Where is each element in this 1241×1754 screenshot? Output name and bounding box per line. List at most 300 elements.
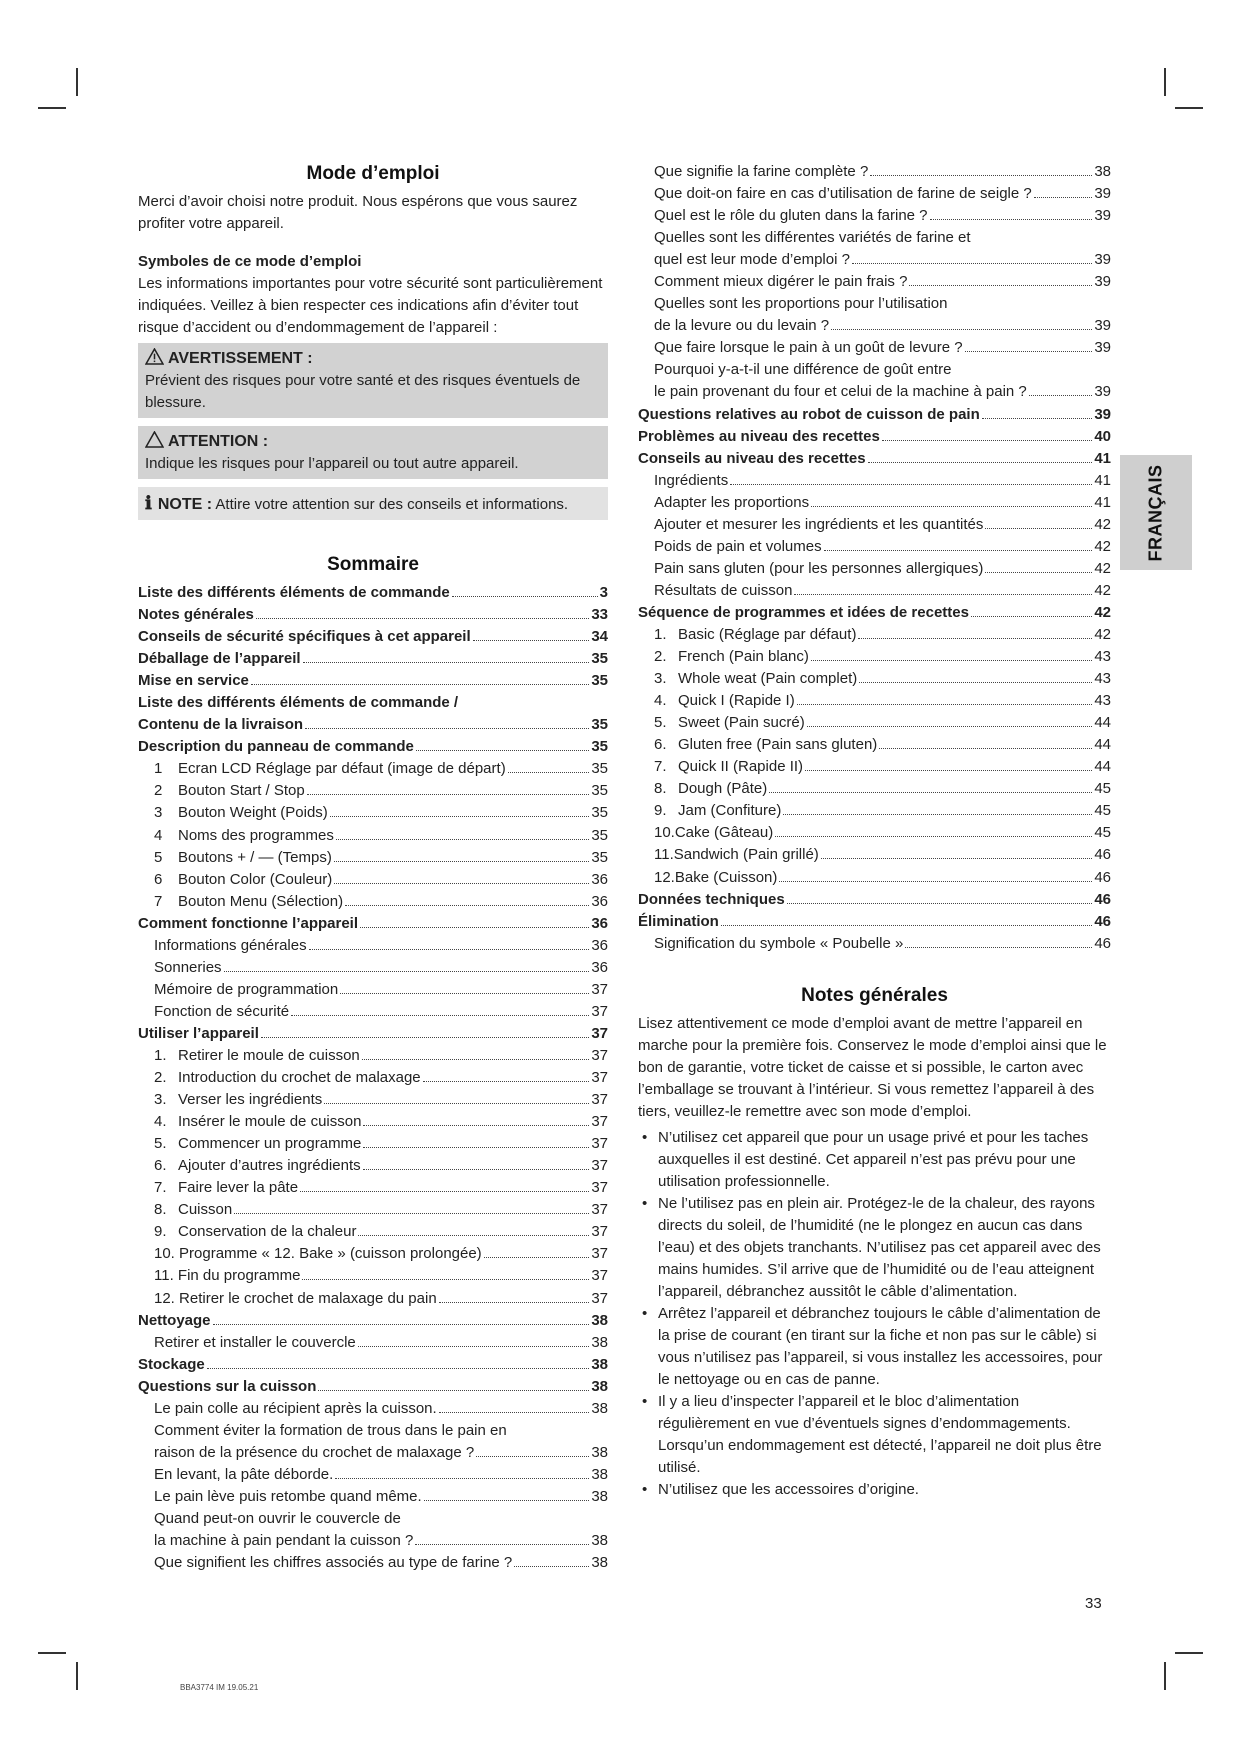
toc-entry	[138, 804, 608, 826]
toc-entry-page: 46	[1094, 868, 1111, 886]
toc-leader	[769, 792, 1092, 793]
toc-entry-page: 45	[1094, 824, 1111, 842]
toc-entry-number: 1	[154, 760, 163, 778]
toc-leader	[336, 839, 589, 840]
toc-entry	[638, 516, 1111, 538]
toc-entry-page: 37	[591, 1024, 608, 1042]
toc-leader	[797, 704, 1093, 705]
toc-leader	[358, 1346, 590, 1347]
warning-title: AVERTISSEMENT :	[168, 350, 313, 367]
toc-entry	[138, 1003, 608, 1025]
toc-entry-page: 37	[591, 1223, 608, 1241]
toc-entry-page: 36	[591, 892, 608, 910]
toc-leader	[415, 1544, 589, 1545]
toc-leader	[805, 770, 1092, 771]
toc-entry-page: 37	[591, 1245, 608, 1263]
toc-entry-number: 8.	[654, 780, 667, 798]
toc-entry-title: Ajouter d’autres ingrédients	[178, 1157, 361, 1175]
toc-leader	[452, 596, 598, 597]
notes-list	[638, 1127, 1111, 1501]
notes-title: Notes générales	[801, 984, 948, 1006]
toc-entry-title: Conservation de la chaleur	[178, 1223, 357, 1241]
toc-entry-title: Contenu de la livraison	[138, 716, 304, 734]
toc-entry	[638, 406, 1111, 428]
toc-entry	[638, 339, 1111, 361]
attention-icon	[145, 431, 164, 448]
toc-entry-page: 41	[1094, 493, 1111, 511]
toc-entry-page: 46	[1094, 934, 1111, 952]
toc-leader	[363, 1125, 589, 1126]
toc-entry-page: 42	[1094, 603, 1111, 621]
toc-entry	[138, 1334, 608, 1356]
toc-entry-title: Sweet (Pain sucré)	[678, 714, 805, 732]
toc-leader	[307, 794, 590, 795]
toc-leader	[256, 618, 589, 619]
warning-icon	[145, 348, 164, 365]
toc-entry	[138, 1135, 608, 1157]
toc-entry-number: 7.	[654, 758, 667, 776]
list-item: • N’utilisez que les accessoires d’origine.	[638, 1479, 1111, 1501]
toc-entry-page: 37	[591, 1157, 608, 1175]
imprint: BBA3774 IM 19.05.21	[180, 1683, 259, 1692]
toc-entry-title: Mise en service	[138, 672, 249, 690]
toc-entry-title: Liste des différents éléments de commande	[138, 584, 450, 601]
toc-entry	[138, 1267, 608, 1289]
toc-entry-page: 38	[591, 1487, 608, 1505]
toc-entry	[138, 1444, 608, 1466]
toc-entry-page: 38	[1094, 163, 1111, 180]
toc-entry-title: Résultats de cuisson	[654, 581, 793, 599]
toc-leader	[879, 748, 1092, 749]
toc-entry-number: 7	[154, 892, 163, 910]
toc-leader	[324, 1103, 589, 1104]
toc-entry-page: 35	[591, 650, 608, 668]
toc-entry-page: 43	[1094, 670, 1111, 688]
toc-left	[138, 584, 608, 1576]
toc-entry	[138, 1069, 608, 1091]
toc-leader	[423, 1081, 590, 1082]
toc-leader	[779, 881, 1092, 882]
toc-entry	[138, 1113, 608, 1135]
toc-entry-title: French (Pain blanc)	[678, 648, 809, 666]
toc-entry-page: 42	[1094, 537, 1111, 555]
toc-entry	[638, 207, 1111, 229]
toc-entry-title: 12. Retirer le crochet de malaxage du pain	[154, 1289, 437, 1307]
toc-entry-page: 35	[591, 782, 608, 800]
toc-entry	[138, 738, 608, 760]
toc-leader	[335, 1478, 589, 1479]
toc-entry-page: 37	[591, 1046, 608, 1064]
toc-entry-page: 37	[591, 1069, 608, 1087]
toc-entry-title: 10.Cake (Gâteau)	[654, 824, 774, 842]
toc-entry-number: 5.	[154, 1135, 167, 1153]
toc-entry-title: Utiliser l’appareil	[138, 1024, 259, 1042]
toc-entry	[138, 1157, 608, 1179]
crop-mark	[76, 68, 78, 96]
crop-mark	[38, 1652, 66, 1654]
language-tab: FRANÇAIS	[1120, 455, 1192, 570]
toc-entry-title: Conseils de sécurité spécifiques à cet appareil	[138, 628, 471, 646]
toc-entry-number: 4.	[654, 692, 667, 710]
toc-entry-page: 37	[591, 1002, 608, 1020]
toc-entry	[638, 913, 1111, 935]
toc-entry	[138, 1223, 608, 1245]
toc-entry-page: 39	[1094, 405, 1111, 423]
toc-entry	[138, 1378, 608, 1400]
toc-entry	[138, 1554, 608, 1576]
toc-entry	[638, 692, 1111, 714]
toc-entry-title: Adapter les proportions	[654, 493, 810, 511]
toc-entry	[138, 827, 608, 849]
toc-entry-title: Pain sans gluten (pour les personnes allergiques)	[654, 559, 984, 577]
toc-entry-number: 6.	[154, 1157, 167, 1175]
toc-entry-page: 35	[591, 804, 608, 822]
left-column	[138, 163, 608, 1576]
toc-entry-title: Verser les ingrédients	[178, 1091, 323, 1109]
toc-leader	[213, 1324, 590, 1325]
toc-leader	[971, 616, 1092, 617]
toc-entry-page: 35	[591, 826, 608, 844]
toc-entry-number: 7.	[154, 1179, 167, 1197]
toc-entry-page: 39	[1094, 273, 1111, 291]
toc-entry	[138, 1312, 608, 1334]
toc-entry-page: 42	[1094, 559, 1111, 577]
toc-entry-title: Gluten free (Pain sans gluten)	[678, 736, 878, 754]
toc-entry-title: Informations générales	[154, 936, 307, 954]
toc-leader	[261, 1037, 589, 1038]
toc-entry-page: 35	[591, 760, 608, 778]
crop-mark	[1164, 1662, 1166, 1690]
toc-entry-page: 39	[1094, 383, 1111, 401]
attention-text: Indique les risques pour l’appareil ou tout autre appareil.	[145, 455, 519, 472]
toc-entry-title: Noms des programmes	[178, 826, 334, 844]
toc-entry	[638, 538, 1111, 560]
toc-leader	[508, 772, 590, 773]
toc-leader	[721, 925, 1092, 926]
toc-entry-title: Bouton Start / Stop	[178, 782, 305, 800]
toc-entry	[638, 560, 1111, 582]
crop-mark	[38, 107, 66, 109]
toc-entry-number: 5	[154, 848, 163, 866]
toc-entry-title: Quelles sont les différentes variétés de farine et	[654, 229, 971, 247]
notes-intro: Lisez attentivement ce mode d’emploi avant de mettre l’appareil en marche pour la première fois. Conservez le mode d’emploi ainsi que le bon de garantie, votre ticket de caisse et si possible, le carton avec l’emballage se trouvant à l’intérieur. Si vous remettez l’appareil à des tiers, veuillez-le remettre avec son mode d’emploi.	[638, 1014, 1107, 1120]
toc-leader	[334, 883, 589, 884]
toc-leader	[794, 594, 1092, 595]
attention-title: ATTENTION :	[168, 433, 269, 450]
toc-entry-title: Fonction de sécurité	[154, 1002, 290, 1020]
toc-entry	[138, 1400, 608, 1422]
toc-entry-page: 37	[591, 980, 608, 998]
note-box	[138, 487, 608, 520]
toc-leader	[982, 418, 1093, 419]
toc-entry-page: 38	[591, 1355, 608, 1373]
toc-entry	[138, 1532, 608, 1554]
toc-entry-page: 39	[1094, 317, 1111, 335]
toc-entry-page: 38	[591, 1311, 608, 1329]
toc-leader	[363, 1147, 589, 1148]
toc-entry-page: 35	[591, 672, 608, 690]
toc-entry-title: Ecran LCD Réglage par défaut (image de départ)	[178, 760, 506, 778]
toc-leader	[291, 1015, 589, 1016]
toc-entry	[638, 163, 1111, 185]
toc-entry-title: 11. Fin du programme	[154, 1267, 301, 1285]
toc-entry-page: 35	[591, 716, 608, 734]
toc-entry	[138, 1466, 608, 1488]
right-column	[638, 163, 1111, 1501]
toc-leader	[340, 993, 589, 994]
toc-entry-page: 38	[591, 1532, 608, 1550]
toc-entry	[638, 428, 1111, 450]
toc-leader	[905, 947, 1092, 948]
toc-entry	[138, 606, 608, 628]
toc-entry	[638, 626, 1111, 648]
toc-leader	[363, 1169, 590, 1170]
toc-entry-title: Signification du symbole « Poubelle »	[654, 934, 904, 952]
toc-leader	[831, 329, 1092, 330]
toc-entry-title: En levant, la pâte déborde.	[154, 1465, 334, 1483]
toc-entry-title: Quelles sont les proportions pour l’utilisation	[654, 295, 948, 313]
toc-entry-number: 2.	[654, 648, 667, 666]
toc-entry-page: 43	[1094, 648, 1111, 666]
toc-entry-title: Quick I (Rapide I)	[678, 692, 795, 710]
toc-entry	[138, 650, 608, 672]
toc-entry-number: 6	[154, 870, 163, 888]
toc-leader	[473, 640, 590, 641]
list-item: • Ne l’utilisez pas en plein air. Protégez-le de la chaleur, des rayons directs du soleil, de l’humidité (ne le plongez en aucun cas dans l’eau) et des objets tranchants. N’utilisez pas cet appareil avec des mains humides. S’il arrive que de l’humidité ou de l’eau atteignent l’appareil, débranchez aussitôt le câble d’alimentation.	[638, 1193, 1111, 1303]
toc-entry	[638, 891, 1111, 913]
toc-entry-page: 42	[1094, 581, 1111, 599]
toc-entry	[638, 846, 1111, 868]
toc-entry-page: 42	[1094, 515, 1111, 533]
toc-entry-title: Déballage de l’appareil	[138, 650, 301, 668]
toc-entry	[138, 1201, 608, 1223]
toc-entry-page: 37	[591, 1135, 608, 1153]
toc-entry-title: Nettoyage	[138, 1311, 211, 1329]
toc-leader	[484, 1257, 590, 1258]
toc-entry-number: 8.	[154, 1201, 167, 1219]
toc-entry-number: 9.	[654, 802, 667, 820]
toc-entry-title: Que doit-on faire en cas d’utilisation de farine de seigle ?	[654, 185, 1032, 203]
toc-entry	[638, 670, 1111, 692]
warning-text: Prévient des risques pour votre santé et des risques éventuels de blessure.	[145, 372, 581, 411]
toc-entry-title: Données techniques	[638, 890, 785, 908]
toc-leader	[514, 1566, 589, 1567]
toc-entry-page: 38	[591, 1465, 608, 1483]
toc-right	[638, 163, 1111, 957]
list-item: • Arrêtez l’appareil et débranchez toujours le câble d’alimentation de la prise de courant (en tirant sur la fiche et non pas sur le câble) si vous n’utilisez pas l’appareil, si vous installez les accessoires, pour le nettoyage ou en cas de panne.	[638, 1303, 1111, 1391]
note-text: Attire votre attention sur des conseils et informations.	[215, 496, 569, 513]
toc-entry-title: Quick II (Rapide II)	[678, 758, 804, 776]
toc-leader	[207, 1368, 590, 1369]
toc-entry	[138, 1179, 608, 1201]
toc-entry-page: 35	[591, 738, 608, 756]
toc-entry-title: Questions relatives au robot de cuisson de pain	[638, 405, 980, 423]
toc-entry	[638, 185, 1111, 207]
toc-leader	[807, 726, 1093, 727]
toc-entry	[638, 935, 1111, 957]
toc-entry-page: 36	[591, 914, 608, 932]
toc-entry	[138, 1025, 608, 1047]
toc-entry-title: Le pain lève puis retombe quand même.	[154, 1487, 422, 1505]
toc-entry-number: 9.	[154, 1223, 167, 1241]
toc-entry-page: 45	[1094, 802, 1111, 820]
toc-entry-title: Bouton Weight (Poids)	[178, 804, 328, 822]
toc-entry	[638, 494, 1111, 516]
toc-entry-title: Poids de pain et volumes	[654, 537, 822, 555]
toc-leader	[305, 728, 589, 729]
toc-entry-title: Commencer un programme	[178, 1135, 362, 1153]
toc-entry-page: 46	[1094, 912, 1111, 930]
toc-entry-page: 45	[1094, 780, 1111, 798]
toc-entry	[138, 959, 608, 981]
toc-entry-title: Jam (Confiture)	[678, 802, 782, 820]
toc-entry	[138, 1290, 608, 1312]
toc-leader	[985, 572, 1092, 573]
toc-entry	[138, 584, 608, 606]
toc-entry	[138, 716, 608, 738]
toc-leader	[821, 858, 1093, 859]
toc-entry-page: 37	[591, 1179, 608, 1197]
toc-entry-page: 33	[591, 606, 608, 624]
toc-entry-number: 4	[154, 826, 163, 844]
toc-entry-page: 38	[591, 1333, 608, 1351]
toc-entry	[138, 1488, 608, 1510]
toc-title: Sommaire	[327, 554, 419, 575]
toc-entry-title: Comment éviter la formation de trous dans le pain en	[154, 1421, 507, 1439]
toc-entry-page: 36	[591, 958, 608, 976]
toc-entry-title: Bouton Menu (Sélection)	[178, 892, 344, 910]
attention-box	[138, 426, 608, 479]
toc-leader	[775, 836, 1092, 837]
toc-entry-page: 3	[599, 584, 608, 601]
toc-entry-title: Retirer et installer le couvercle	[154, 1333, 356, 1351]
toc-entry-title: Cuisson	[178, 1201, 233, 1219]
toc-entry-title: Pourquoi y-a-t-il une différence de goût entre	[654, 361, 952, 379]
toc-entry-number: 4.	[154, 1113, 167, 1131]
toc-entry	[138, 694, 608, 716]
crop-mark	[1164, 68, 1166, 96]
toc-entry	[138, 760, 608, 782]
toc-leader	[852, 263, 1092, 264]
toc-leader	[439, 1412, 590, 1413]
toc-entry-title: Insérer le moule de cuisson	[178, 1113, 362, 1131]
toc-entry-title: Bouton Color (Couleur)	[178, 870, 333, 888]
toc-entry	[638, 273, 1111, 295]
toc-entry-page: 42	[1094, 625, 1111, 643]
toc-entry-title: Notes générales	[138, 606, 254, 624]
toc-entry	[638, 736, 1111, 758]
page-number: 33	[1085, 1595, 1102, 1612]
symbols-text: Les informations importantes pour votre sécurité sont particulièrement indiquées. Veillez à bien respecter ces indications afin d’éviter tout risque d’accident ou d’endommagement de l’appareil :	[138, 275, 603, 336]
toc-entry	[138, 849, 608, 871]
toc-leader	[965, 351, 1093, 352]
toc-entry	[138, 1356, 608, 1378]
toc-entry-number: 3	[154, 804, 163, 822]
toc-entry-title: Introduction du crochet de malaxage	[178, 1069, 421, 1087]
toc-leader	[909, 285, 1092, 286]
toc-entry	[138, 1091, 608, 1113]
toc-entry-title: Que signifie la farine complète ?	[654, 163, 869, 180]
toc-entry-page: 37	[591, 1113, 608, 1131]
toc-entry-page: 38	[591, 1554, 608, 1572]
toc-leader	[811, 506, 1092, 507]
toc-entry-title: raison de la présence du crochet de malaxage ?	[154, 1443, 475, 1461]
list-item: • N’utilisez cet appareil que pour un usage privé et pour les taches auxquelles il est destiné. Cet appareil n’est pas prévu pour une utilisation professionnelle.	[638, 1127, 1111, 1193]
toc-leader	[859, 682, 1092, 683]
toc-entry	[638, 869, 1111, 891]
toc-entry-title: Liste des différents éléments de commande /	[138, 694, 459, 712]
toc-entry-title: Dough (Pâte)	[678, 780, 768, 798]
toc-entry	[638, 582, 1111, 604]
toc-leader	[360, 927, 589, 928]
toc-entry-title: Élimination	[638, 912, 719, 930]
toc-entry-page: 44	[1094, 758, 1111, 776]
toc-leader	[424, 1500, 590, 1501]
toc-leader	[362, 1059, 590, 1060]
toc-entry	[138, 1245, 608, 1267]
toc-leader	[358, 1235, 589, 1236]
crop-mark	[1175, 1652, 1203, 1654]
page-title: Mode d’emploi	[306, 163, 440, 184]
toc-entry	[138, 981, 608, 1003]
toc-entry-title: Stockage	[138, 1355, 205, 1373]
toc-entry-page: 40	[1094, 427, 1111, 445]
toc-leader	[302, 1279, 589, 1280]
toc-entry-title: Questions sur la cuisson	[138, 1377, 317, 1395]
info-icon: ℹ	[145, 493, 152, 513]
toc-entry-title: Whole weat (Pain complet)	[678, 670, 858, 688]
toc-entry-title: Ajouter et mesurer les ingrédients et les quantités	[654, 515, 984, 533]
toc-leader	[334, 861, 590, 862]
toc-entry	[638, 472, 1111, 494]
toc-entry-number: 3.	[154, 1091, 167, 1109]
toc-entry-number: 5.	[654, 714, 667, 732]
toc-entry-page: 44	[1094, 736, 1111, 754]
toc-leader	[730, 484, 1092, 485]
toc-entry-page: 34	[591, 628, 608, 646]
crop-mark	[1175, 107, 1203, 109]
toc-entry-title: Retirer le moule de cuisson	[178, 1046, 360, 1064]
crop-mark	[76, 1662, 78, 1690]
toc-entry-title: Quel est le rôle du gluten dans la farine ?	[654, 207, 928, 225]
toc-entry-page: 46	[1094, 846, 1111, 864]
toc-entry-title: Ingrédients	[654, 471, 729, 489]
toc-entry-page: 35	[591, 848, 608, 866]
toc-entry-number: 1.	[154, 1046, 167, 1064]
toc-leader	[787, 903, 1093, 904]
toc-entry-page: 39	[1094, 207, 1111, 225]
toc-leader	[224, 971, 590, 972]
toc-leader	[882, 440, 1093, 441]
symbols-heading: Symboles de ce mode d’emploi	[138, 253, 362, 270]
toc-entry	[138, 1422, 608, 1444]
toc-entry-title: Mémoire de programmation	[154, 980, 339, 998]
toc-entry	[638, 780, 1111, 802]
toc-entry-page: 39	[1094, 339, 1111, 357]
toc-entry-number: 3.	[654, 670, 667, 688]
toc-entry-page: 37	[591, 1091, 608, 1109]
toc-entry	[638, 251, 1111, 273]
toc-entry	[138, 871, 608, 893]
toc-entry-page: 38	[591, 1443, 608, 1461]
toc-entry-title: 12.Bake (Cuisson)	[654, 868, 778, 886]
toc-leader	[309, 949, 590, 950]
toc-entry-page: 39	[1094, 185, 1111, 203]
toc-entry	[138, 1047, 608, 1069]
toc-leader	[300, 1191, 589, 1192]
toc-entry-title: Problèmes au niveau des recettes	[638, 427, 880, 445]
toc-entry-title: Faire lever la pâte	[178, 1179, 299, 1197]
